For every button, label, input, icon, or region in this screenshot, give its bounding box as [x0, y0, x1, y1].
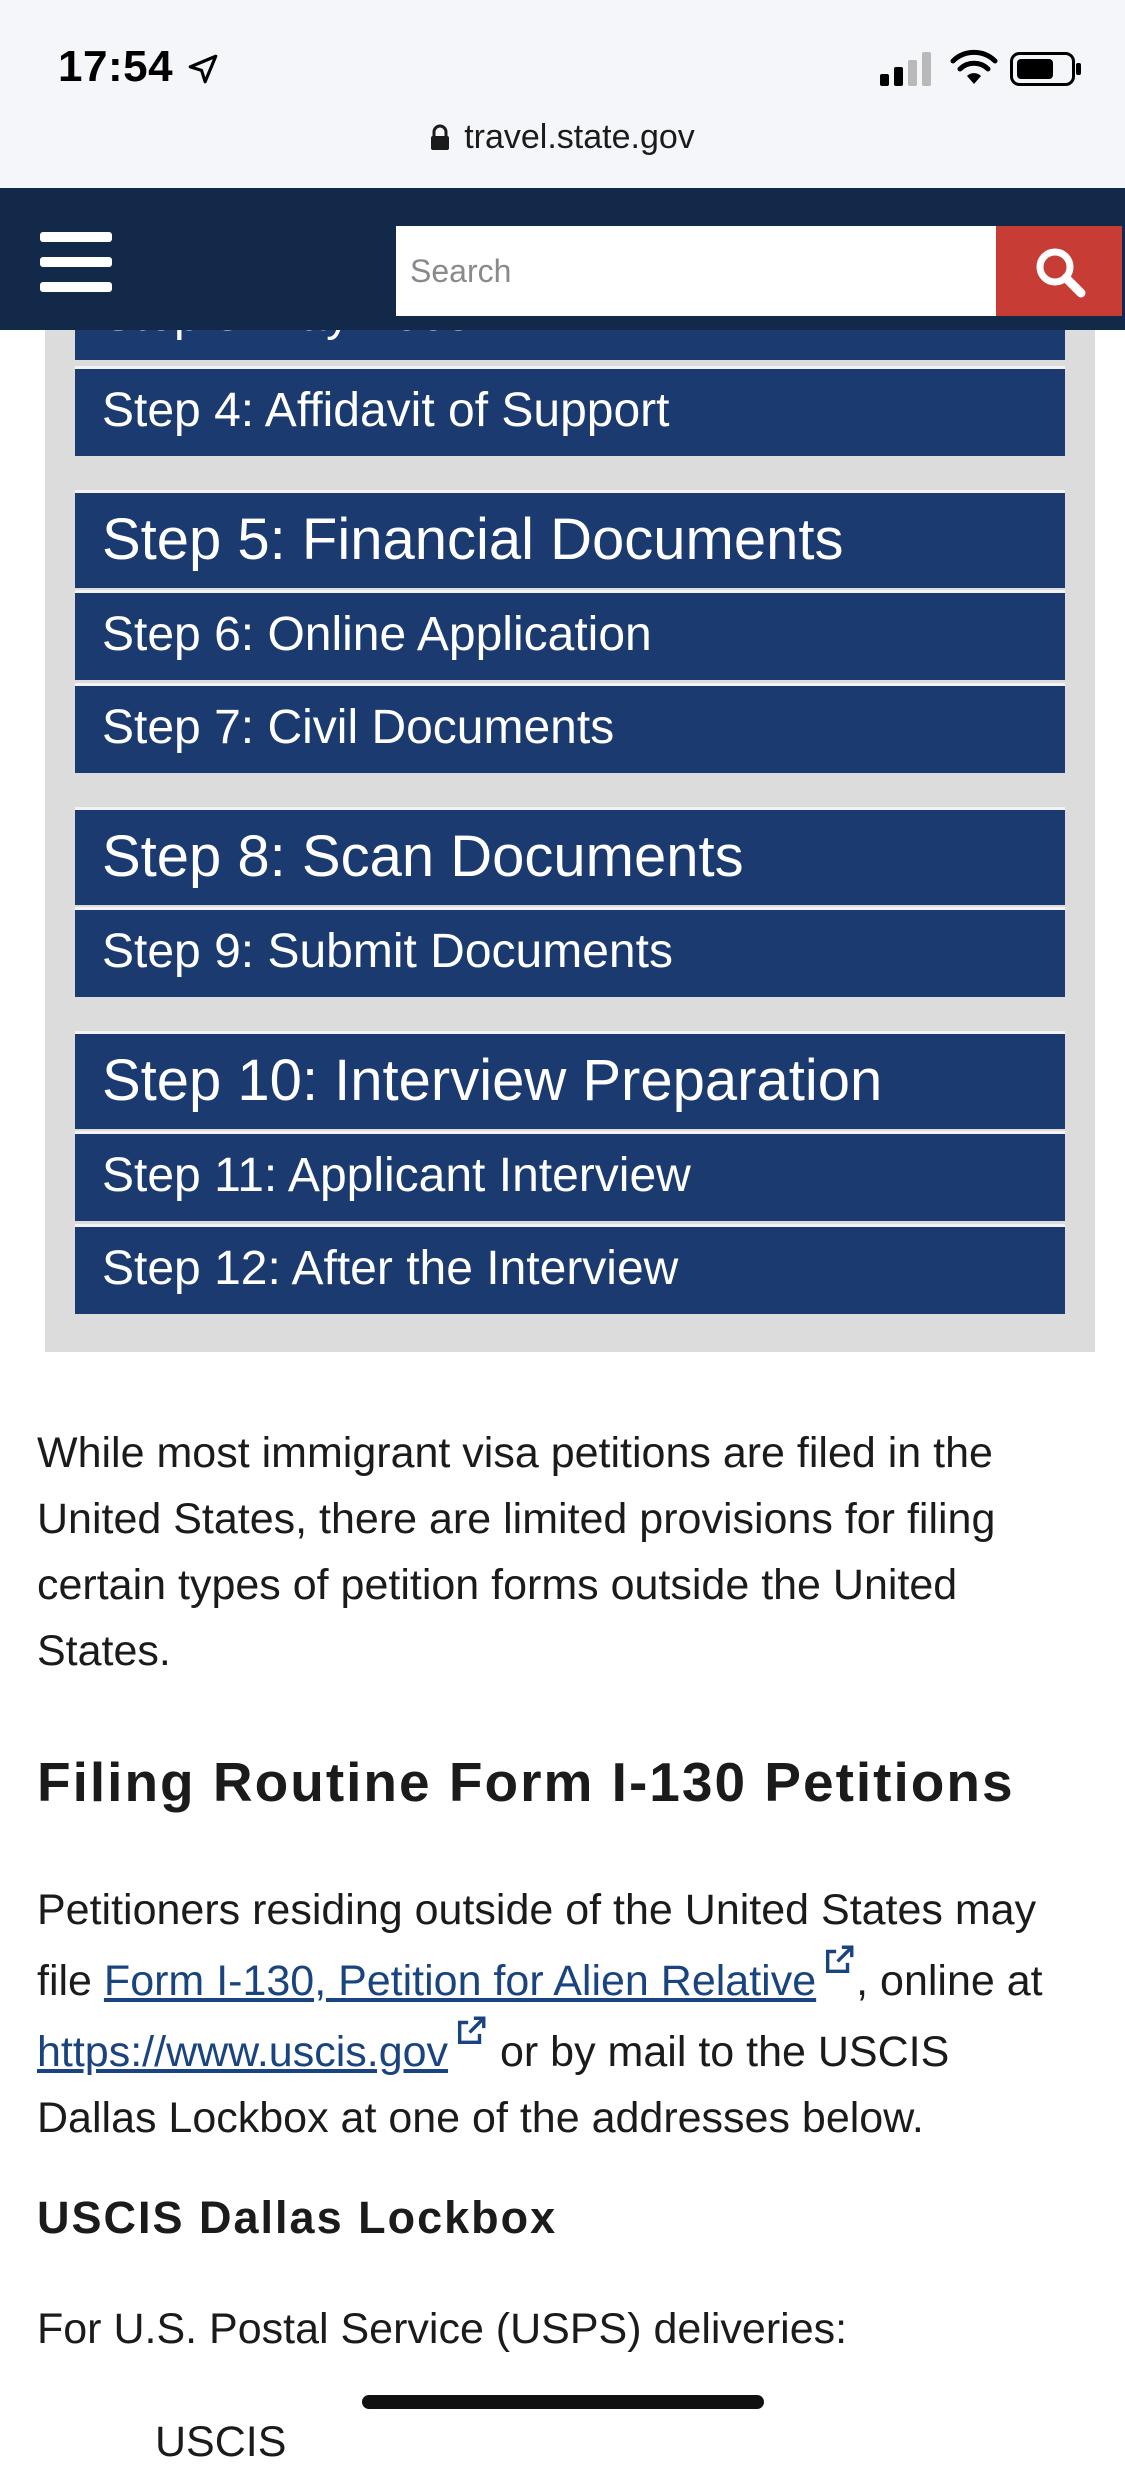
step-4-link[interactable]: Step 4: Affidavit of Support: [75, 366, 1065, 456]
battery-icon: [1010, 52, 1082, 86]
intro-paragraph: While most immigrant visa petitions are filed in the United States, there are limited provisions for filing certain types of petition forms outside the United States.: [37, 1429, 996, 1675]
petition-text-2: , online at: [856, 1957, 1043, 2005]
lock-icon: [430, 125, 450, 151]
step-8-link[interactable]: Step 8: Scan Documents: [75, 807, 1065, 905]
steps-navigation: [45, 300, 1095, 1352]
petition-text-1: Petitioners residing outside of the United States may file: [37, 1886, 1037, 2005]
step-9-link[interactable]: Step 9: Submit Documents: [75, 907, 1065, 997]
petition-paragraph: [37, 1877, 1077, 2151]
status-time: 17:54: [58, 42, 174, 91]
step-5-link[interactable]: Step 5: Financial Documents: [75, 490, 1065, 588]
site-header: [0, 188, 1125, 330]
lockbox-heading: USCIS Dallas Lockbox: [37, 2192, 558, 2243]
step-6-link[interactable]: Step 6: Online Application: [75, 590, 1065, 680]
cut-off-text: USCIS: [155, 2418, 287, 2466]
search-button[interactable]: [996, 226, 1122, 316]
external-link-icon: [822, 1943, 856, 1977]
step-11-link[interactable]: Step 11: Applicant Interview: [75, 1131, 1065, 1221]
usps-text: For U.S. Postal Service (USPS) deliveries:: [37, 2305, 848, 2353]
form-i130-link[interactable]: Form I-130, Petition for Alien Relative: [103, 1957, 817, 2005]
section-heading: Filing Routine Form I-130 Petitions: [37, 1751, 1015, 1813]
location-arrow-icon: [186, 52, 220, 86]
hamburger-menu-icon[interactable]: [40, 232, 112, 292]
url-text: travel.state.gov: [464, 118, 695, 156]
search-icon: [1034, 246, 1086, 298]
uscis-link[interactable]: https://www.uscis.gov: [37, 2028, 449, 2076]
search-input[interactable]: [396, 226, 996, 316]
petition-text-3: or by mail to the USCIS Dallas Lockbox at one of the addresses below.: [37, 2028, 950, 2142]
cellular-signal-icon: [880, 52, 936, 86]
home-indicator[interactable]: [362, 2395, 764, 2409]
address-bar[interactable]: [0, 108, 1125, 188]
external-link-icon: [454, 2014, 488, 2048]
step-7-link[interactable]: Step 7: Civil Documents: [75, 683, 1065, 773]
step-12-link[interactable]: Step 12: After the Interview: [75, 1224, 1065, 1314]
step-10-link[interactable]: Step 10: Interview Preparation: [75, 1031, 1065, 1129]
wifi-icon: [950, 50, 998, 86]
